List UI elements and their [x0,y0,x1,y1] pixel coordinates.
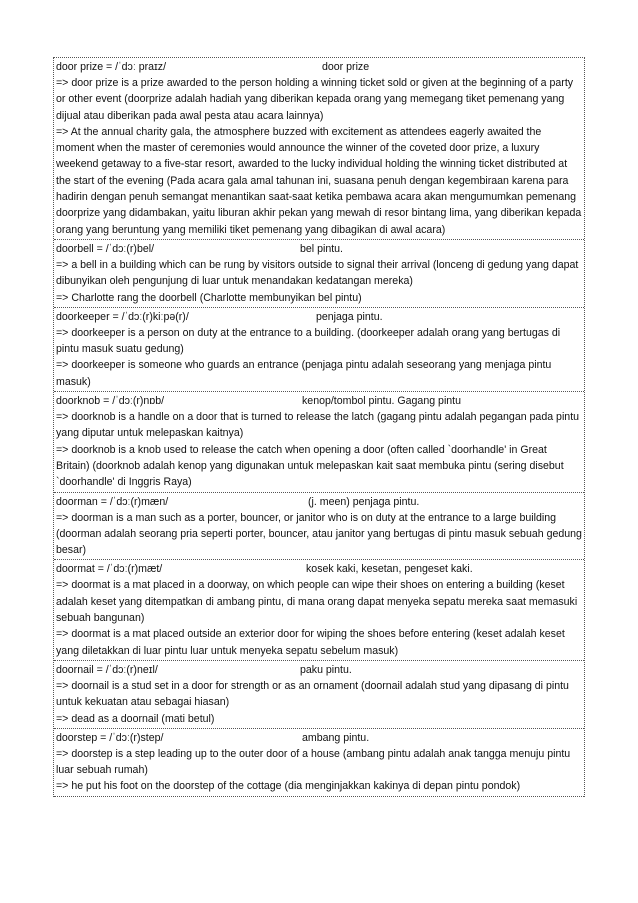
entry-header [56,730,582,746]
dictionary-entry [54,58,584,240]
entry-line: => At the annual charity gala, the atmosphere buzzed with excitement as attendees eagerly awaited the moment when the master of ceremonies would announce the winner of the coveted door prize, a luxury weekend getaway to a five-star resort, awarded to the lucky individual holding the winning ticket distributed at the start of the evening (Pada acara gala amal tahunan ini, suasana penuh dengan kegembiraan karena para hadirin dengan penuh semangat menantikan saat-saat ketika pembawa acara akan mengumumkan pemenang doorprize yang didambakan, yaitu liburan akhir pekan yang mewah di resor bintang lima, yang diberikan kepada orang yang beruntung yang memiliki tiket pemenang yang dibagikan di awal acara) [56,125,582,236]
entry-line: => doorstep is a step leading up to the outer door of a house (ambang pintu adalah anak tangga menuju pintu luar sebuah rumah) [56,747,571,777]
entry-term: doorkeeper = /ˈdɔː(r)kiːpə(r)/ [56,310,189,323]
entry-header [56,662,582,678]
entry-header [56,393,582,409]
entry-translation: kenop/tombol pintu. Gagang pintu [302,395,462,408]
entry-header [56,309,582,325]
entry-line: => door prize is a prize awarded to the person holding a winning ticket sold or given at the beginning of a party or other event (doorprize adalah hadiah yang diberikan kepada orang yang memegang tiket pemenang yang dijual atau diberikan pada awal pesta atau acara lainnya) [56,77,574,122]
entry-translation: penjaga pintu. [316,310,383,323]
entry-translation: paku pintu. [300,663,352,676]
entry-term: doormat = /ˈdɔː(r)mæt/ [56,563,163,576]
entry-line: => doormat is a mat placed in a doorway, on which people can wipe their shoes on entering a building (keset adalah keset yang ditempatkan di ambang pintu, di mana orang dapat menyeka sepatu mereka saat memasuki sebuah bangunan) [56,579,578,625]
dictionary-entry [54,240,584,308]
entry-line: => doorman is a man such as a porter, bouncer, or janitor who is on duty at the entrance to a large building (doorman adalah seorang pria seperti porter, bouncer, atau janitor yang bertugas di pintu masuk sebuah gedung besar) [56,511,582,557]
entry-translation: ambang pintu. [302,731,370,744]
dictionary-entry [54,729,584,797]
entry-term: doornail = /ˈdɔː(r)neɪl/ [56,663,158,676]
entry-line: => doornail is a stud set in a door for strength or as an ornament (doornail adalah stud yang dipasang di pintu untuk kekuatan atau sebagai hiasan) [56,679,569,709]
entry-translation: door prize [322,61,370,73]
entry-line: => he put his foot on the doorstep of the cottage (dia menginjakkan kakinya di depan pintu pondok) [56,780,521,793]
entry-line: => doorkeeper is a person on duty at the entrance to a building. (doorkeeper adalah orang yang bertugas di pintu masuk suatu gedung) [56,326,561,356]
entry-translation: (j. meen) penjaga pintu. [308,495,420,508]
entry-line: => a bell in a building which can be rung by visitors outside to signal their arrival (lonceng di gedung yang dapat dibunyikan oleh pengunjung di luar untuk menandakan kedatangan mereka) [56,258,579,288]
entry-line: => doormat is a mat placed outside an exterior door for wiping the shoes before entering (keset adalah keset yang diletakkan di luar pintu luar untuk menyeka sepatu sebelum masuk) [56,628,565,657]
entry-line: => doorknob is a knob used to release the catch when opening a door (often called `doorhandle' in Great Britain) (doorknob adalah kenop yang digunakan untuk melepaskan kait saat membuka pintu (sering disebut `doorhandle' di Inggris Raya) [56,443,564,489]
entry-line: => dead as a doornail (mati betul) [56,712,215,725]
entry-translation: bel pintu. [300,242,343,255]
entry-header [56,241,582,257]
entry-term: door prize = /ˈdɔː praɪz/ [56,61,167,73]
dictionary-entry [54,308,584,392]
entry-translation: kosek kaki, kesetan, pengeset kaki. [306,563,473,576]
dictionary-entry [54,560,584,660]
entry-term: doorbell = /ˈdɔː(r)bel/ [56,242,155,255]
entry-term: doorknob = /ˈdɔː(r)nɒb/ [56,395,165,408]
dictionary-entry-list [53,57,585,797]
entry-header [56,494,582,510]
entry-term: doorstep = /ˈdɔː(r)step/ [56,731,164,744]
entry-line: => doorkeeper is someone who guards an entrance (penjaga pintu adalah seseorang yang menjaga pintu masuk) [56,359,552,388]
dictionary-entry [54,493,584,561]
dictionary-entry [54,392,584,492]
entry-line: => Charlotte rang the doorbell (Charlotte membunyikan bel pintu) [56,291,362,304]
entry-term: doorman = /ˈdɔː(r)mæn/ [56,495,169,508]
entry-header [56,59,582,75]
entry-line: => doorknob is a handle on a door that is turned to release the latch (gagang pintu adalah pegangan pada pintu yang diputar untuk melepaskan kaitnya) [56,411,580,440]
dictionary-entry [54,661,584,729]
entry-header [56,561,582,577]
